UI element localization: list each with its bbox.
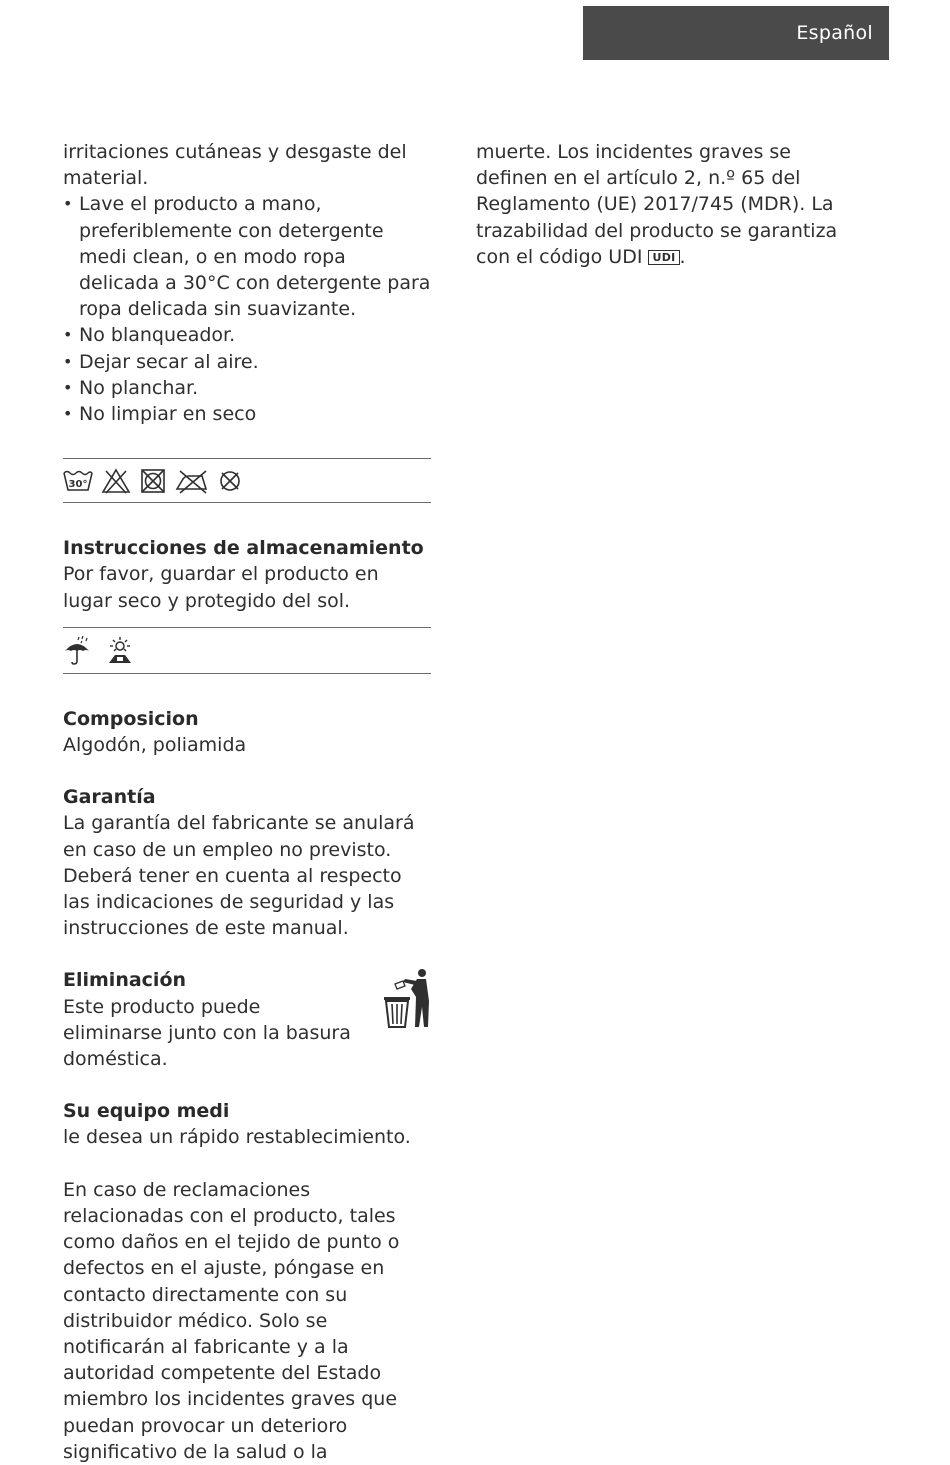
warranty-title: Garantía xyxy=(63,786,156,809)
warranty-text: La garantía del fabricante se anulará en caso de un empleo no previsto. Deberá tener en cuenta al respecto las indicaciones de seguridad y las instrucciones de este manual. xyxy=(63,812,415,940)
wash-30-icon xyxy=(63,468,93,494)
udi-symbol: UDI xyxy=(648,250,679,265)
care-instructions-list xyxy=(63,191,431,427)
language-tab: Español xyxy=(583,6,889,60)
right-column xyxy=(476,139,866,270)
team-title: Su equipo medi xyxy=(63,1100,230,1123)
end-punctuation: . xyxy=(679,245,686,268)
left-column xyxy=(63,139,431,1465)
list-item: • No limpiar en seco xyxy=(63,401,431,427)
continuation-text xyxy=(476,139,866,270)
continuation-body: muerte. Los incidentes graves se definen en el artículo 2, n.º 65 del Reglamento (UE) 2017/745 (MDR). La trazabilidad del producto se garantiza con el código UDI xyxy=(476,141,838,268)
svg-text:30°: 30° xyxy=(68,478,88,490)
no-tumble-dry-icon xyxy=(139,468,167,494)
list-item: • Lave el producto a mano, preferiblemente con detergente medi clean, o en modo ropa delicada a 30°C con detergente para ropa delicada sin suavizante. xyxy=(63,191,431,322)
claims-text: En caso de reclamaciones relacionadas con el producto, tales como daños en el tejido de punto o defectos en el ajuste, póngase en contacto directamente con su distribuidor médico. Solo se notificarán al fabricante y a la autoridad competente del Estado miembro los incidentes graves que puedan provocar un deterioro significativo de la salud o la xyxy=(63,1178,400,1463)
household-waste-icon xyxy=(381,967,431,1029)
list-item: • Dejar secar al aire. xyxy=(63,349,431,375)
intro-text: irritaciones cutáneas y desgaste del material. xyxy=(63,141,407,190)
disposal-section xyxy=(63,967,431,1072)
keep-away-from-sun-icon xyxy=(105,635,135,665)
team-text: le desea un rápido restablecimiento. xyxy=(63,1126,411,1149)
composition-text: Algodón, poliamida xyxy=(63,734,247,757)
no-dry-clean-icon xyxy=(217,468,243,494)
list-item: • No planchar. xyxy=(63,375,431,401)
list-item: • No blanqueador. xyxy=(63,322,431,348)
storage-title: Instrucciones de almacenamiento xyxy=(63,537,424,560)
no-iron-icon xyxy=(175,468,209,494)
storage-text: Por favor, guardar el producto en lugar seco y protegido del sol. xyxy=(63,563,379,612)
composition-title: Composicion xyxy=(63,707,199,730)
disposal-text: Este producto puede eliminarse junto con la basura doméstica. xyxy=(63,995,351,1071)
disposal-title: Eliminación xyxy=(63,969,187,992)
keep-dry-umbrella-icon xyxy=(63,635,91,665)
no-bleach-icon xyxy=(101,468,131,494)
care-symbols-band xyxy=(63,458,431,503)
storage-symbols-band xyxy=(63,627,431,674)
